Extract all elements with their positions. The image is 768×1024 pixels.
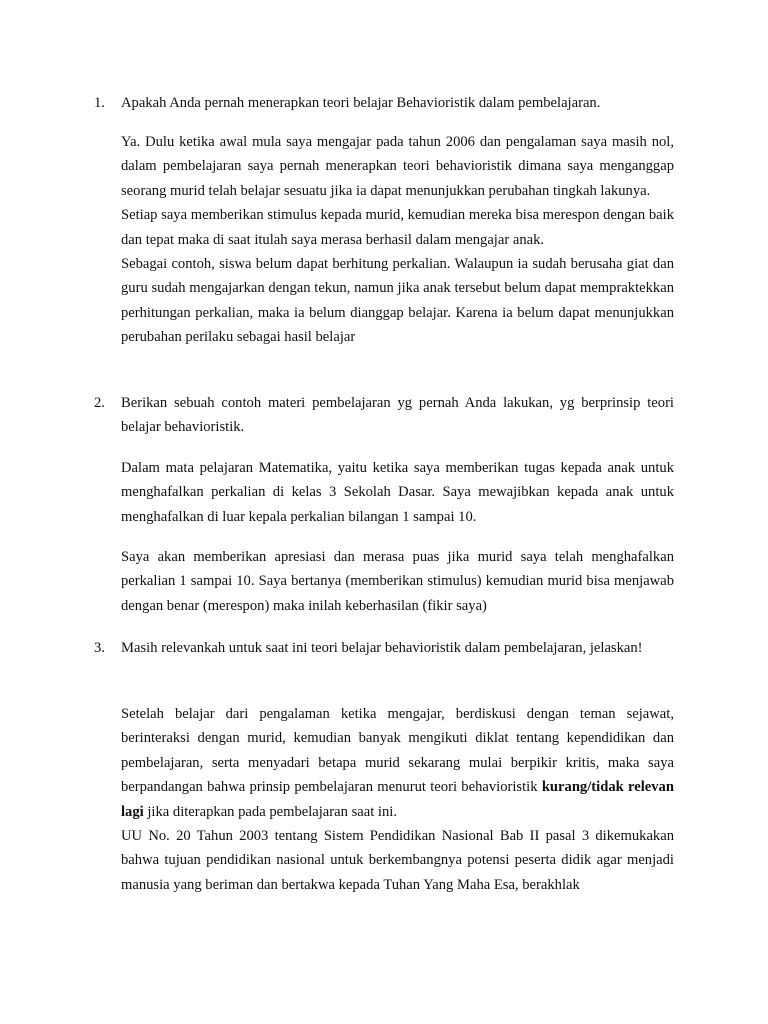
question-3 [94, 636, 674, 660]
question-number: 3. [94, 640, 105, 656]
answer-paragraph: Dalam mata pelajaran Matematika, yaitu ketika saya memberikan tugas kepada anak untuk menghafalkan perkalian di kelas 3 Sekolah Dasar. Saya mewajibkan kepada anak untuk menghafalkan di luar kepala perkalian bilangan 1 sampai 10. [121, 460, 674, 525]
answer-paragraph: Ya. Dulu ketika awal mula saya mengajar pada tahun 2006 dan pengalaman saya masih nol, dalam pembelajaran saya pernah menerapkan teori behavioristik dimana saya menganggap seorang murid telah belajar sesuatu jika ia dapat menunjukkan perubahan tingkah lakunya. [121, 134, 674, 199]
answer-text: jika diterapkan pada pembelajaran saat ini. [147, 803, 397, 820]
answer-paragraph [121, 702, 674, 824]
question-number: 2. [94, 395, 105, 411]
question-text: Apakah Anda pernah menerapkan teori belajar Behavioristik dalam pembelajaran. [121, 95, 601, 111]
answer-text: Setelah belajar dari pengalaman ketika mengajar, berdiskusi dengan teman sejawat, berinteraksi dengan murid, kemudian banyak mengikuti diklat tentang kependidikan dan pembelajaran, serta menyadari betapa murid sekarang mulai berpikir kritis, maka saya berpandangan bahwa prinsip pembelajaran menurut teori behavioristik [121, 706, 674, 796]
question-text: Masih relevankah untuk saat ini teori belajar behavioristik dalam pembelajaran, jelaskan! [121, 640, 643, 656]
answer-paragraph: Saya akan memberikan apresiasi dan merasa puas jika murid saya telah menghafalkan perkalian 1 sampai 10. Saya bertanya (memberikan stimulus) kemudian murid bisa menjawab dengan benar (merespon) maka inilah keberhasilan (fikir saya) [121, 549, 674, 614]
answer-2-paragraph-2 [121, 545, 674, 618]
answer-3 [121, 702, 674, 897]
question-text: Berikan sebuah contoh materi pembelajaran yg pernah Anda lakukan, yg berprinsip teori belajar behavioristik. [121, 395, 674, 435]
answer-2-paragraph-1 [121, 456, 674, 529]
answer-paragraph: UU No. 20 Tahun 2003 tentang Sistem Pendidikan Nasional Bab II pasal 3 dikemukakan bahwa tujuan pendidikan nasional untuk berkembangnya potensi peserta didik agar menjadi manusia yang beriman dan bertakwa kepada Tuhan Yang Maha Esa, berakhlak [121, 828, 674, 893]
answer-paragraph: Sebagai contoh, siswa belum dapat berhitung perkalian. Walaupun ia sudah berusaha giat dan guru sudah mengajarkan dengan tekun, namun jika anak tersebut belum dapat mempraktekkan perhitungan perkalian, maka ia belum dianggap belajar. Karena ia belum dapat menunjukkan perubahan perilaku sebagai hasil belajar [121, 256, 674, 346]
question-number: 1. [94, 95, 105, 111]
answer-paragraph: Setiap saya memberikan stimulus kepada murid, kemudian mereka bisa merespon dengan baik dan tepat maka di saat itulah saya merasa berhasil dalam mengajar anak. [121, 207, 674, 248]
question-1 [94, 91, 674, 115]
emphasis-text: kurang/tidak relevan lagi [121, 779, 674, 820]
answer-1 [121, 130, 674, 350]
question-2 [94, 391, 674, 439]
